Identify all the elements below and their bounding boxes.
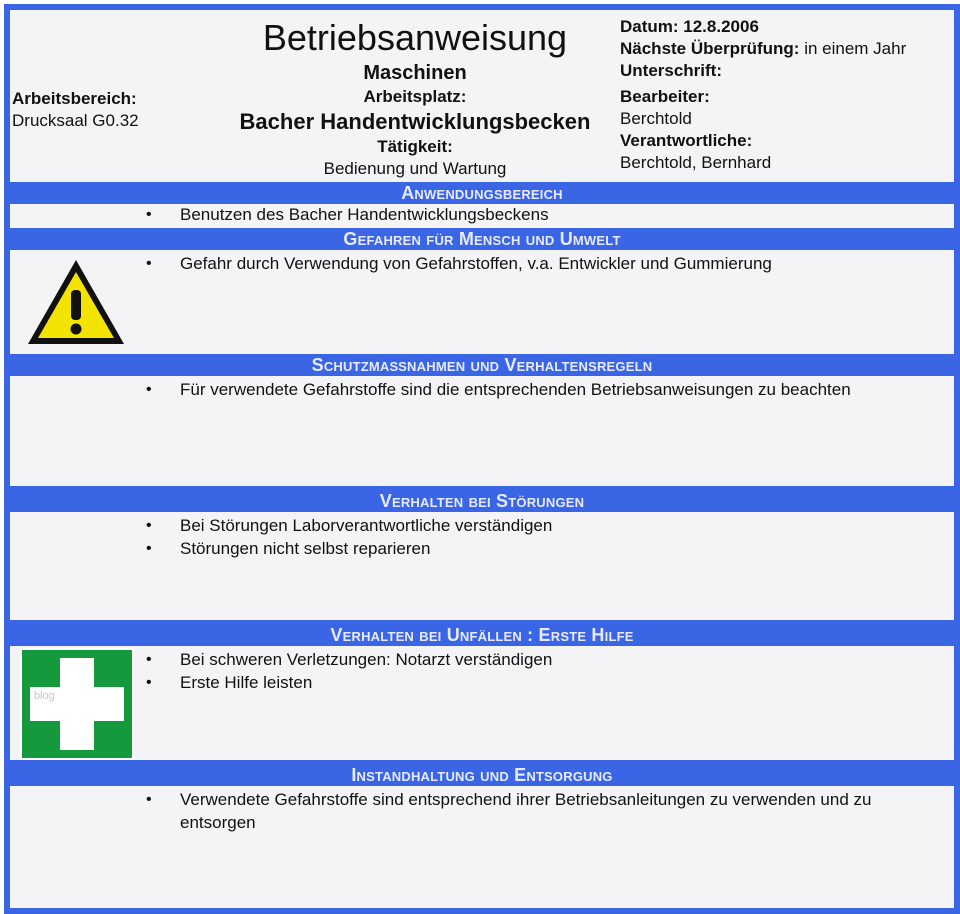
naechste-row xyxy=(620,38,954,60)
watermark: blog xyxy=(34,690,55,702)
section-instandhaltung-title: Instandhaltung und Entsorgung xyxy=(10,764,954,786)
list xyxy=(140,203,930,226)
taetigkeit-value: Bedienung und Wartung xyxy=(323,159,507,178)
arbeitsbereich-value: Drucksaal G0.32 xyxy=(12,111,139,130)
section-erste-hilfe-title: Verhalten bei Unfällen : Erste Hilfe xyxy=(10,624,954,646)
naechste-value: in einem Jahr xyxy=(799,39,907,58)
header xyxy=(10,10,954,178)
section-stoerungen-title: Verhalten bei Störungen xyxy=(10,490,954,512)
title-block xyxy=(220,10,610,180)
list-item: • Bei schweren Verletzungen: Notarzt verständigen xyxy=(140,648,930,671)
list-item: • Für verwendete Gefahrstoffe sind die entsprechenden Betriebsanweisungen zu beachten xyxy=(140,378,930,401)
arbeitsplatz-label: Arbeitsplatz: xyxy=(363,87,467,106)
meta-block xyxy=(620,16,954,174)
list-item: • Erste Hilfe leisten xyxy=(140,671,930,694)
warning-triangle-icon xyxy=(24,256,128,348)
datum: Datum: 12.8.2006 xyxy=(620,17,759,36)
list-item: • Gefahr durch Verwendung von Gefahrstoffen, v.a. Entwickler und Gummierung xyxy=(140,252,930,275)
section-erste-hilfe xyxy=(10,646,954,762)
category: Maschinen xyxy=(363,62,467,84)
arbeitsplatz-value: Bacher Handentwicklungsbecken xyxy=(239,109,591,134)
verantwortliche-value: Berchtold, Bernhard xyxy=(620,153,772,172)
bearbeiter-value: Berchtold xyxy=(620,109,692,128)
section-schutzmassnahmen-title: Schutzmaßnahmen und Verhaltensregeln xyxy=(10,354,954,376)
unterschrift-label: Unterschrift: xyxy=(620,61,723,80)
arbeitsbereich-block xyxy=(12,88,212,132)
arbeitsbereich-label: Arbeitsbereich: xyxy=(12,89,137,108)
section-anwendungsbereich xyxy=(10,204,954,224)
document-frame xyxy=(4,4,960,914)
list-item: • Bei Störungen Laborverantwortliche verständigen xyxy=(140,514,930,537)
section-gefahren-title: Gefahren für Mensch und Umwelt xyxy=(10,228,954,250)
list-item: • Benutzen des Bacher Handentwicklungsbeckens xyxy=(140,203,930,226)
verantwortliche-label: Verantwortliche: xyxy=(620,131,753,150)
list xyxy=(140,378,930,401)
list xyxy=(140,648,930,694)
list-item: • Störungen nicht selbst reparieren xyxy=(140,537,930,560)
list xyxy=(140,788,930,834)
list-item: • Verwendete Gefahrstoffe sind entsprechend ihrer Betriebsanleitungen zu verwenden und zu entsorgen xyxy=(140,788,930,834)
list xyxy=(140,252,930,275)
page-title: Betriebsanweisung xyxy=(262,17,568,58)
section-stoerungen xyxy=(10,512,954,620)
section-instandhaltung xyxy=(10,786,954,906)
list xyxy=(140,514,930,560)
taetigkeit-label: Tätigkeit: xyxy=(377,137,453,156)
section-anwendungsbereich-title: Anwendungsbereich xyxy=(10,182,954,204)
section-schutzmassnahmen xyxy=(10,376,954,486)
naechste-label: Nächste Überprüfung: xyxy=(620,39,800,58)
first-aid-cross-icon xyxy=(20,648,134,760)
bearbeiter-label: Bearbeiter: xyxy=(620,87,710,106)
section-gefahren xyxy=(10,250,954,350)
